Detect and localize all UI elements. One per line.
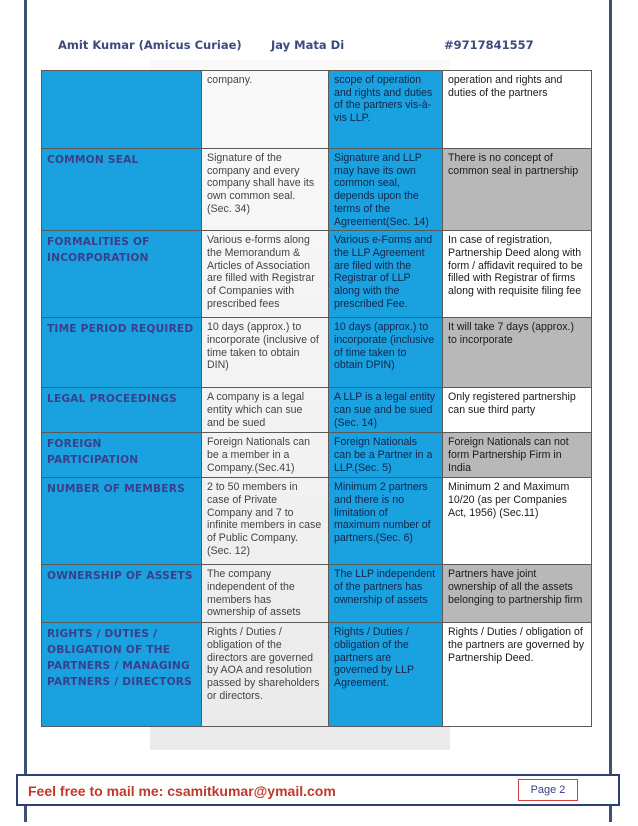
partnership-cell: There is no concept of common seal in partnership [443,149,592,231]
partnership-cell: Only registered partnership can sue third party [443,388,592,433]
llp-cell: A LLP is a legal entity can sue and be sued (Sec. 14) [329,388,443,433]
llp-cell: Minimum 2 partners and there is no limitation of maximum number of partners.(Sec. 6) [329,478,443,565]
table-row [42,71,592,149]
table-row [42,388,592,433]
company-cell: The company independent of the members has ownership of assets [202,565,329,623]
row-label: RIGHTS / DUTIES / OBLIGATION OF THE PARTNERS / MANAGING PARTNERS / DIRECTORS [42,623,202,727]
table-row [42,565,592,623]
company-cell: A company is a legal entity which can sue and be sued [202,388,329,433]
company-cell: 10 days (approx.) to incorporate (inclusive of time taken to obtain DIN) [202,318,329,388]
header-phone: #9717841557 [444,38,534,52]
table-row [42,478,592,565]
partnership-cell: It will take 7 days (approx.) to incorporate [443,318,592,388]
partnership-cell: Partners have joint ownership of all the assets belonging to partnership firm [443,565,592,623]
company-cell: Signature of the company and every company shall have its own common seal. (Sec. 34) [202,149,329,231]
company-cell: company. [202,71,329,149]
row-label: COMMON SEAL [42,149,202,231]
row-label: OWNERSHIP OF ASSETS [42,565,202,623]
table-row [42,433,592,478]
partnership-cell: Foreign Nationals can not form Partnership Firm in India [443,433,592,478]
table-row [42,149,592,231]
table-row [42,623,592,727]
company-cell: Various e-forms along the Memorandum & Articles of Association are filled with Registrar of Companies with prescribed fees [202,231,329,318]
page-footer [16,774,620,806]
llp-cell: Rights / Duties / obligation of the partners are governed by LLP Agreement. [329,623,443,727]
llp-cell: Foreign Nationals can be a Partner in a LLP.(Sec. 5) [329,433,443,478]
company-cell: Foreign Nationals can be a member in a Company.(Sec.41) [202,433,329,478]
header-center-text: Jay Mata Di [271,38,345,52]
table-row [42,231,592,318]
row-label: LEGAL PROCEEDINGS [42,388,202,433]
row-label: FORMALITIES OF INCORPORATION [42,231,202,318]
footer-mail-text: Feel free to mail me: csamitkumar@ymail.com [28,783,336,799]
comparison-table [41,70,592,727]
partnership-cell: operation and rights and duties of the partners [443,71,592,149]
partnership-cell: In case of registration, Partnership Deed along with form / affidavit required to be filled with Registrar of firms along with requisite filing fee [443,231,592,318]
llp-cell: The LLP independent of the partners has ownership of assets [329,565,443,623]
header-author: Amit Kumar (Amicus Curiae) [58,38,242,52]
page-number: Page 2 [518,779,578,801]
partnership-cell: Minimum 2 and Maximum 10/20 (as per Companies Act, 1956) (Sec.11) [443,478,592,565]
partnership-cell: Rights / Duties / obligation of the partners are governed by Partnership Deed. [443,623,592,727]
llp-cell: scope of operation and rights and duties of the partners vis-à-vis LLP. [329,71,443,149]
row-label: TIME PERIOD REQUIRED [42,318,202,388]
llp-cell: 10 days (approx.) to incorporate (inclusive of time taken to obtain DPIN) [329,318,443,388]
company-cell: Rights / Duties / obligation of the directors are governed by AOA and resolution passed by shareholders or directors. [202,623,329,727]
llp-cell: Various e-Forms and the LLP Agreement are filed with the Registrar of LLP along with the prescribed Fee. [329,231,443,318]
page-header [58,38,578,56]
row-label: NUMBER OF MEMBERS [42,478,202,565]
llp-cell: Signature and LLP may have its own common seal, depends upon the terms of the Agreement(Sec. 14) [329,149,443,231]
row-label: FOREIGN PARTICIPATION [42,433,202,478]
table-row [42,318,592,388]
company-cell: 2 to 50 members in case of Private Company and 7 to infinite members in case of Public Company. (Sec. 12) [202,478,329,565]
row-label [42,71,202,149]
